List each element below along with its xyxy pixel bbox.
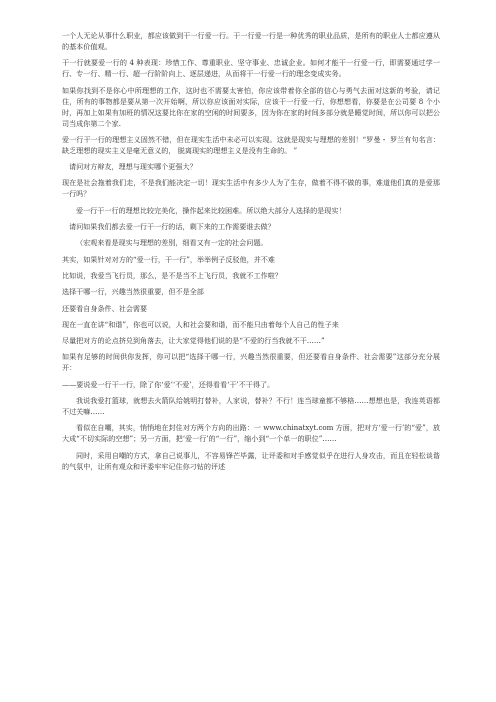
document-page: [62, 30, 440, 477]
paragraph-5: 请问对方辩友，理想与现实哪个更强大？: [69, 162, 197, 172]
paragraph-17: ——要说爱一行干一行，除了你‘爱’‘不爱’，还得看看‘干’不干得了。: [62, 379, 275, 389]
paragraph-15: 尽量把对方的论点挤兑到角落去，让大家觉得他们说的是“不爱的行当我就不干……”: [62, 336, 325, 346]
paragraph-4: 爱一行干一行的理想主义固然不错，但在现实生活中未必可以实现。这就是现实与理想的差别！“罗曼・ 罗兰有句名言：缺乏理想的现实主义是毫无意义的， 脱离现实的理想主义是没有生命的。 ”: [62, 134, 440, 155]
paragraph-10: 其实，如果针对对方的“爱一行，干一行”，举举例子反驳他，并不难: [62, 254, 275, 264]
paragraph-1: 一个人无论从事什么职业，都应该做到干一行爱一行。干一行爱一行是一种优秀的职业品质，是所有的职业人士都应遵从的基本价值观。: [62, 31, 440, 51]
paragraph-2: 干一行就要爱一行的 4 种表现：珍惜工作、尊重职业、坚守事业、忠诚企业。如何才能干一行爱一行，即需要通过学一行、专一行、精一行、超一行阶阶向上、逐层递进，从而将干一行爱一行的理念变成实务。: [62, 58, 440, 79]
paragraph-19: 看似在自嘲，其实，悄悄地在封住对方两个方向的出路：一 www.chinatxyt.com 方面，把对方‘爱一行’的“爱”，放大成“不切实际的空想”；另一方面，把‘爱一行’的“一行”，缩小到“一个单一的职位”……: [62, 423, 440, 444]
paragraph-11: 比如说，我爱当飞行员，那么，是不是当不上飞行员，我就不工作啦？: [62, 270, 282, 280]
paragraph-20: 同时，采用自嘲的方式，拿自己说事儿，不容易锋芒毕露，让评委和对手感觉似乎在进行人身攻击，而且在轻松谈谐的气氛中，让所有观众和评委牢牢记住你刁钻的评述: [62, 450, 440, 471]
paragraph-13: 还要看自身条件、社会需要: [62, 303, 148, 313]
paragraph-16: 如果有足够的时间供你发挥，你可以把“选择干哪一行，兴趣当然很重要，但还要看自身条件、社会需要”这部分充分展开：: [62, 352, 440, 373]
paragraph-9: （宏观来看是现实与理想的差别，细看又有一定的社会问题。: [76, 238, 268, 248]
paragraph-18: 我说我爱打篮球，就想去火箭队给姚明打替补，人家说，替补？不行！连当球童都不够格……想想也是，我连英语都不过关嘛……: [62, 396, 440, 417]
paragraph-7: 爱一行干一行的理想比较完美化，操作起来比较困难。所以绝大部分人选择的是现实！: [76, 205, 346, 215]
paragraph-6: 现在是社会拖着我们走，不是我们能决定一切！现实生活中有多少人为了生存，做着不得不做的事，难道他们真的是爱那一行吗？: [62, 178, 440, 199]
paragraph-3: 如果你找到不是你心中所理想的工作，这时也不需要太害怕，你应该带着你全部的信心与勇气去面对这新的考验，请记住，所有的事物都是要从第一次开始啊，所以你应该面对实际，应该干一行爱一行，你想想看，你要是在公司要 8 个小时，再加上如果有加班的情况这要比你在家的空闲的时间要多，因为你在家的时间多部分就是睡觉时间，所以你可以把公司当成你第二个家.: [62, 85, 440, 128]
paragraph-12: 选择干哪一行，兴趣当然很重要，但不是全部: [62, 287, 204, 297]
paragraph-14: 现在一直在讲“和谐”，你也可以说，人和社会要和谐，而不能只由着每个人自己的性子来: [62, 319, 339, 329]
paragraph-8: 请问如果我们都去爱一行干一行的话，剩下来的工作需要谁去做？: [69, 222, 275, 232]
